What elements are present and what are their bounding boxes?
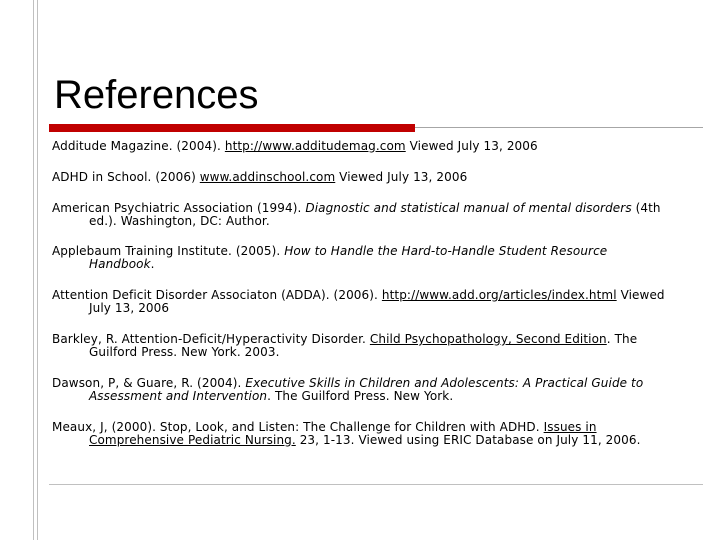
reference-title: Executive Skills in Children and Adolescents: A Practical Guide to Assessment and Intervention [89, 376, 644, 403]
reference-item [52, 245, 672, 271]
reference-item [52, 421, 672, 447]
reference-source: Child Psychopathology, Second Edition [369, 332, 607, 346]
reference-author: Meaux, J, (2000). Stop, Look, and Listen: The Challenge for Children with ADHD. [52, 420, 544, 434]
reference-rest: 23, 1-13. Viewed using ERIC Database on July 11, 2006. [295, 433, 641, 447]
bottom-rule [49, 484, 703, 485]
slide-title: References [54, 73, 259, 117]
reference-note: Viewed July 13, 2006 [89, 288, 665, 315]
reference-item [52, 202, 672, 228]
reference-link[interactable]: www.addinschool.com [199, 170, 336, 184]
reference-author: Applebaum Training Institute. (2005). [52, 244, 285, 258]
reference-link[interactable]: http://www.add.org/articles/index.html [381, 288, 617, 302]
left-border-line-inner [37, 0, 38, 540]
reference-item [52, 377, 672, 403]
reference-item [52, 333, 672, 359]
reference-link[interactable]: http://www.additudemag.com [224, 139, 406, 153]
left-border-line [33, 0, 34, 540]
reference-note: Viewed July 13, 2006 [405, 139, 538, 153]
reference-author: ADHD in School. (2006) [52, 170, 200, 184]
reference-item [52, 171, 672, 184]
reference-item [52, 289, 672, 315]
reference-rest: . [150, 257, 155, 271]
reference-author: Attention Deficit Disorder Associaton (ADDA). (2006). [52, 288, 382, 302]
reference-title: How to Handle the Hard-to-Handle Student Resource Handbook [89, 244, 608, 271]
reference-list [52, 140, 672, 447]
reference-author: American Psychiatric Association (1994). [52, 201, 306, 215]
reference-author: Barkley, R. Attention-Deficit/Hyperactivity Disorder. [52, 332, 370, 346]
title-accent-bar [49, 124, 415, 132]
reference-rest: (4th ed.). Washington, DC: Author. [89, 201, 661, 228]
reference-author: Additude Magazine. (2004). [52, 139, 225, 153]
reference-rest: . The Guilford Press. New York. [267, 389, 454, 403]
reference-rest: . The Guilford Press. New York. 2003. [89, 332, 638, 359]
reference-title: Diagnostic and statistical manual of mental disorders [305, 201, 632, 215]
reference-item [52, 140, 672, 153]
reference-source: Issues in Comprehensive Pediatric Nursing. [89, 420, 597, 447]
reference-author: Dawson, P, & Guare, R. (2004). [52, 376, 246, 390]
reference-note: Viewed July 13, 2006 [335, 170, 468, 184]
title-rule [415, 127, 703, 128]
